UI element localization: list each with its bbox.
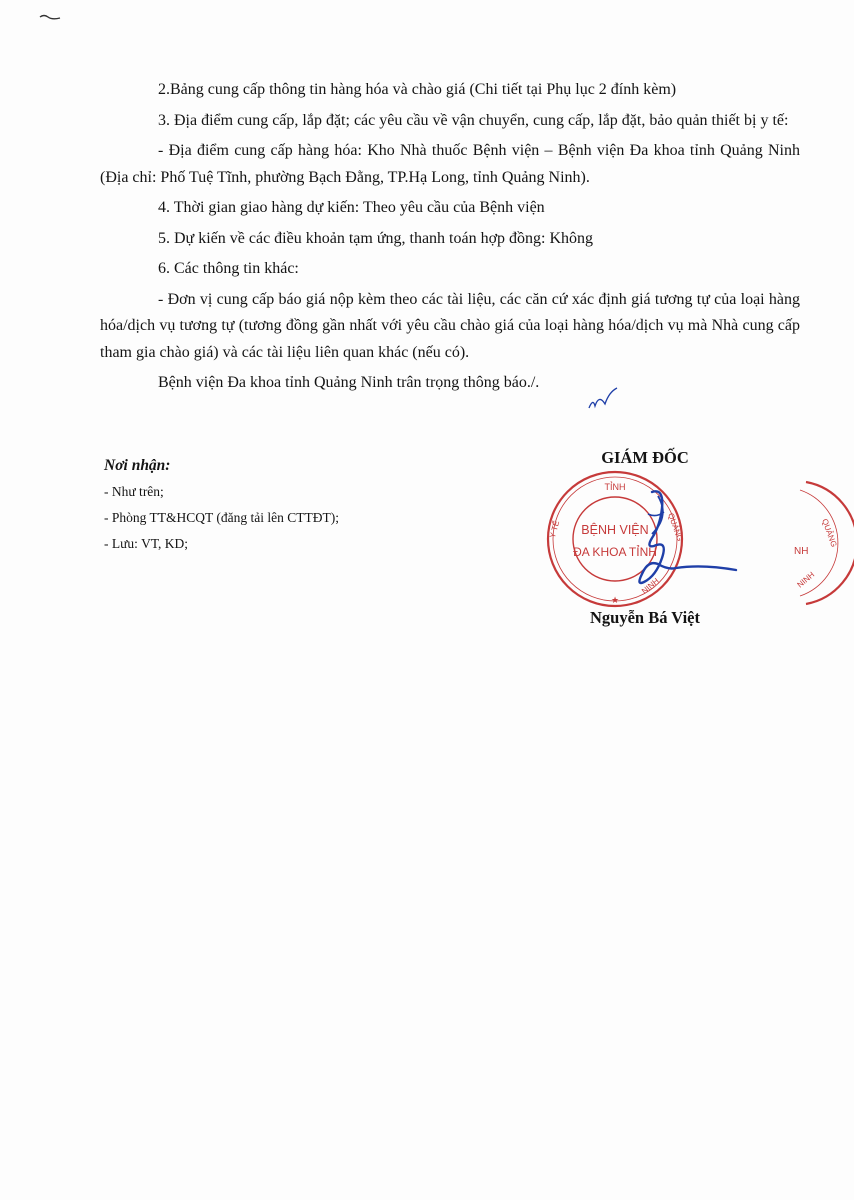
paragraph-payment-terms: 5. Dự kiến về các điều khoản tạm ứng, thanh toán hợp đồng: Không <box>158 229 594 247</box>
seal-top-text: TỈNH <box>604 482 626 492</box>
paragraph-delivery-location: - Địa điểm cung cấp hàng hóa: Kho Nhà thuốc Bệnh viện – Bệnh viện Đa khoa tỉnh Quảng Ninh (Địa chỉ: Phố Tuệ Tĩnh, phường Bạch Đằng, TP.Hạ Long, tỉnh Quảng Ninh). <box>100 142 800 186</box>
recipients-heading: Nơi nhận: <box>104 457 171 474</box>
paragraph-closing: Bệnh viện Đa khoa tỉnh Quảng Ninh trân trọng thông báo./. <box>158 374 540 391</box>
partial-seal-top-text: QUẢNG <box>820 517 839 549</box>
seal-bottom-text: NINH <box>640 576 661 596</box>
recipient-item: - Như trên; <box>104 484 164 499</box>
paragraph-supplier-documents: - Đơn vị cung cấp báo giá nộp kèm theo các tài liệu, các căn cứ xác định giá tương tự của loại hàng hóa/dịch vụ tương tự (tương đồng gần nhất với yêu cầu chào giá của loại hàng hóa/dịch vụ mà Nhà cung cấp tham gia chào giá) và các tài liệu liên quan khác (nếu có). <box>100 290 800 361</box>
partial-seal-mid-text: NH <box>794 546 809 557</box>
paragraph-delivery-requirements: 3. Địa điểm cung cấp, lắp đặt; các yêu cầu về vận chuyển, cung cấp, lắp đặt, bảo quản thiết bị y tế: <box>158 111 789 129</box>
director-signature <box>612 486 742 596</box>
partial-seal <box>770 478 854 608</box>
initial-mark <box>583 384 623 414</box>
scan-speck <box>38 12 64 22</box>
seal-line-1: BỆNH VIỆN <box>581 523 649 537</box>
partial-seal-bottom-text: NINH <box>795 570 817 590</box>
paragraph-delivery-time: 4. Thời gian giao hàng dự kiến: Theo yêu cầu của Bệnh viện <box>158 199 545 216</box>
recipient-item: - Phòng TT&HCQT (đăng tải lên CTTĐT); <box>104 510 339 525</box>
recipient-item: - Lưu: VT, KD; <box>104 536 189 551</box>
signer-name: Nguyễn Bá Việt <box>589 608 700 627</box>
seal-left-text: Y TẾ <box>547 519 562 539</box>
seal-right-text: QUẢNG <box>666 511 685 543</box>
document-body <box>100 77 800 397</box>
seal-line-2: ĐA KHOA TỈNH <box>573 545 657 559</box>
paragraph-price-table: 2.Bảng cung cấp thông tin hàng hóa và chào giá (Chi tiết tại Phụ lục 2 đính kèm) <box>158 81 677 98</box>
paragraph-other-info: 6. Các thông tin khác: <box>158 260 299 277</box>
seal-star: ★ <box>610 595 620 605</box>
signer-title: GIÁM ĐỐC <box>601 448 689 467</box>
recipients-block <box>104 453 464 557</box>
